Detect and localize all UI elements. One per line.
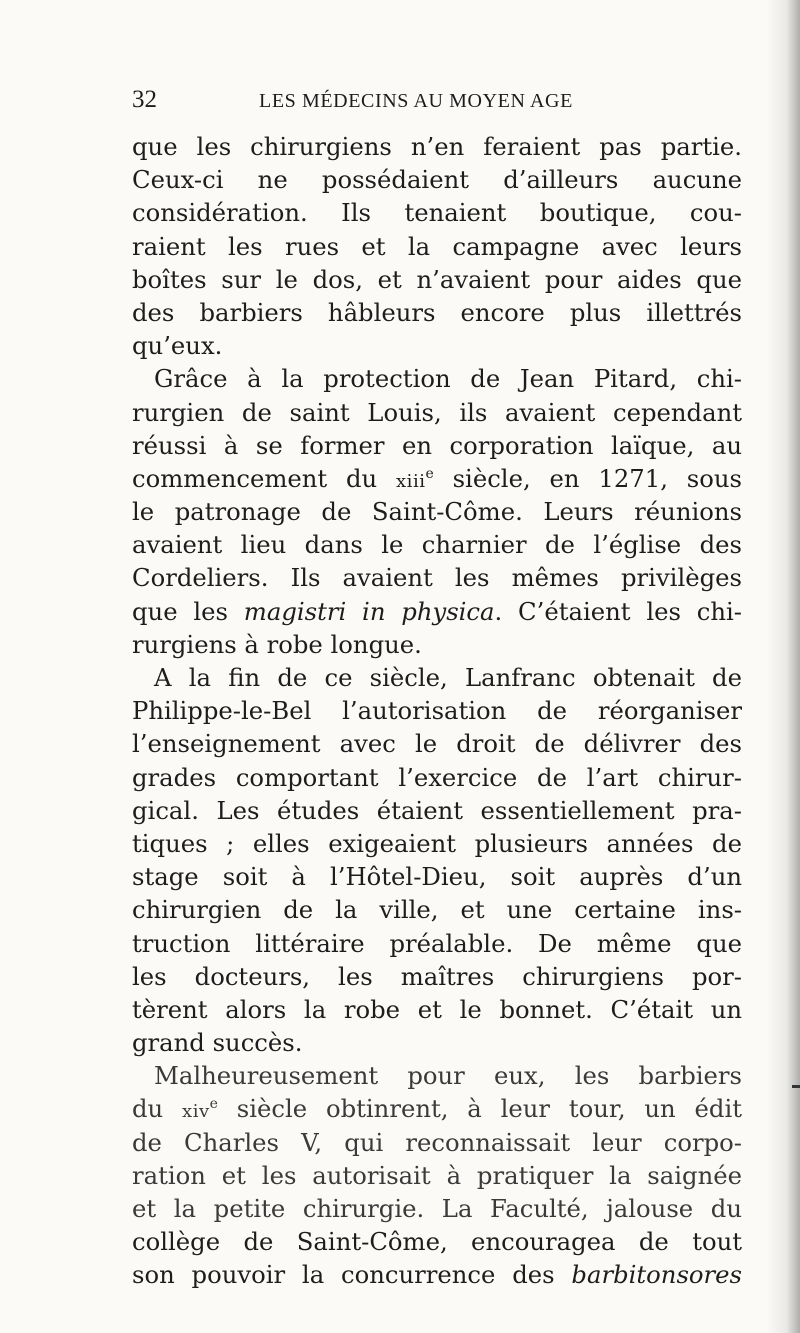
text-line: le patronage de Saint-Côme. Leurs réunions (132, 497, 742, 527)
page-header (132, 86, 732, 116)
text-line: que les chirurgiens n’en feraient pas partie. (132, 132, 742, 161)
text-segment: siècle, en 1271, sous (433, 463, 742, 493)
text-line (132, 462, 742, 495)
text-segment: . C’étaient les chi- (494, 596, 742, 626)
text-line: rurgien de saint Louis, ils avaient cependant (132, 397, 742, 427)
text-line: Cordeliers. Ils avaient les mêmes privilèges (132, 563, 742, 593)
running-head: LES MÉDECINS AU MOYEN AGE (259, 90, 573, 112)
text-line: tiques ; elles exigeaient plusieurs années de (132, 828, 742, 858)
text-line: grand succès. (132, 1028, 303, 1058)
text-line: raient les rues et la campagne avec leurs (132, 231, 742, 261)
page-edge-shadow (766, 0, 800, 1333)
text-line: rurgiens à robe longue. (132, 629, 422, 659)
text-line: collège de Saint-Côme, encouragea de tout (132, 1227, 742, 1257)
text-line: Ceux-ci ne possédaient d’ailleurs aucune (132, 165, 742, 195)
text-segment: e (209, 1096, 218, 1113)
text-line (132, 1092, 742, 1125)
text-segment: magistri in physica (243, 596, 495, 626)
text-segment: commencement du (132, 463, 397, 493)
text-line (132, 1258, 742, 1291)
body-text (132, 130, 742, 1292)
text-line: de Charles V, qui reconnaissait leur corpo- (132, 1127, 742, 1157)
text-line: truction littéraire préalable. De même que (132, 928, 742, 958)
text-segment: son pouvoir la concurrence des (132, 1260, 572, 1290)
text-line: l’enseignement avec le droit de délivrer des (132, 729, 742, 759)
text-segment: xiv (182, 1101, 210, 1123)
text-line: Malheureusement pour eux, les barbiers (154, 1061, 742, 1091)
text-line: avaient lieu dans le charnier de l’église des (132, 530, 742, 560)
text-segment: siècle obtinrent, à leur tour, un édit (217, 1094, 742, 1124)
text-segment: e (425, 465, 434, 482)
text-segment: du (132, 1094, 183, 1124)
text-line: chirurgien de la ville, et une certaine ins- (132, 895, 742, 925)
text-line: ration et les autorisait à pratiquer la saignée (132, 1160, 742, 1190)
text-line: des barbiers hâbleurs encore plus illettrés (132, 297, 742, 327)
text-line: gical. Les études étaient essentiellement pra- (132, 795, 742, 825)
text-segment: barbitonsores (571, 1260, 742, 1290)
text-line: et la petite chirurgie. La Faculté, jalouse du (132, 1194, 742, 1223)
text-line: grades comportant l’exercice de l’art chirur- (132, 762, 742, 792)
text-line: boîtes sur le dos, et n’avaient pour aides que (132, 264, 742, 294)
text-segment: xiii (396, 470, 426, 492)
text-segment: que les (132, 596, 244, 626)
text-line: les docteurs, les maîtres chirurgiens por- (132, 961, 742, 991)
text-line (132, 595, 742, 628)
text-line: Philippe-le-Bel l’autorisation de réorganiser (132, 696, 742, 726)
page-number: 32 (132, 86, 157, 113)
text-line: stage soit à l’Hôtel-Dieu, soit auprès d’un (132, 862, 742, 892)
text-line: considération. Ils tenaient boutique, cou- (132, 198, 742, 228)
text-line: qu’eux. (132, 331, 223, 361)
margin-mark (792, 1085, 800, 1088)
text-line: A la fin de ce siècle, Lanfranc obtenait de (154, 663, 742, 692)
text-line: réussi à se former en corporation laïque, au (132, 430, 742, 460)
text-line: tèrent alors la robe et le bonnet. C’était un (132, 994, 742, 1024)
text-line: Grâce à la protection de Jean Pitard, chi- (154, 364, 742, 394)
